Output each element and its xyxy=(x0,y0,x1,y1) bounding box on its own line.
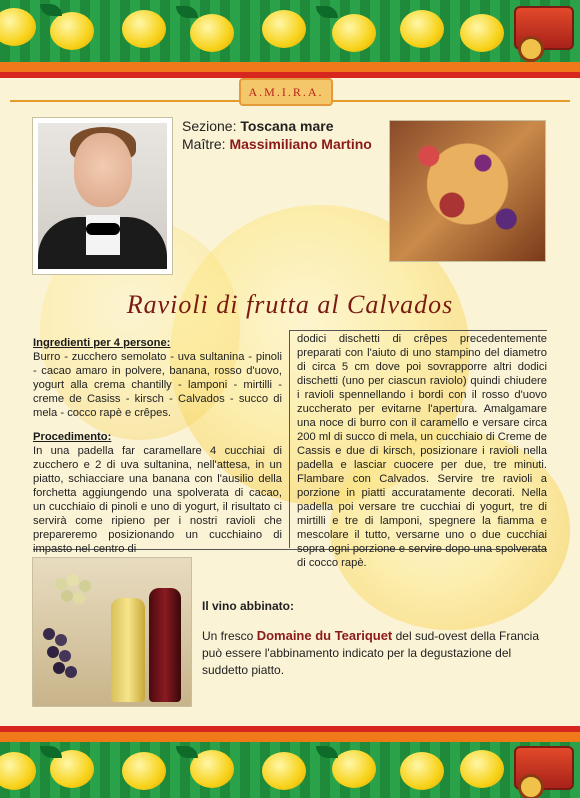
white-wine-bottle xyxy=(111,598,145,702)
section-row xyxy=(182,118,372,134)
leaf-icon xyxy=(40,4,62,16)
grape-icon xyxy=(43,628,55,640)
grape-icon xyxy=(73,592,85,604)
grape-icon xyxy=(67,574,79,586)
recipe-left-column xyxy=(33,336,282,556)
master-label: Maître: xyxy=(182,136,226,152)
orange-band xyxy=(0,62,580,72)
section-label: Sezione: xyxy=(182,118,237,134)
wine-name: Domaine du Teariquet xyxy=(256,628,393,643)
grape-icon xyxy=(59,650,71,662)
chef-photo xyxy=(33,118,172,274)
grape-icon xyxy=(53,662,65,674)
grape-icon xyxy=(65,666,77,678)
grape-icon xyxy=(79,580,91,592)
grape-icon xyxy=(55,634,67,646)
face-shape xyxy=(74,133,132,207)
wine-rest: del sud-ovest della Francia può essere l'abbinamento indicato per la degustazione del suddetto piatto. xyxy=(202,629,540,677)
cart-wheel-icon xyxy=(518,774,544,798)
procedure-text-right: dodici dischetti di crêpes precedentemente preparati con l'aiuto di uno stampino del diametro di circa 5 cm dove poi sovrapporre altri dodici dischetti (uno per ciascun raviolo) quindi chiudere i ravioli spennellando i bordi con il rosso d'uovo zuccherato per evitarne l'apertura. Amalgamare una noce di burro con il caramello e versare circa 200 ml di succo di mela, un cucchiaio di Creme de Cassis e due di kirsch, posizionare i ravioli nella padella e lasciar cuocere per due, tre minuti. Flambare con Calvados. Servire tre ravioli a porzione in piatti accuratamente decorati. Nella padella poi versare tre cucchiai di yogurt, tre di mirtilli e tre di lamponi, spegnere la fiamma e mescolare il tutto, versarne uno o due cucchiai sopra ogni porzione e servire dopo una spolverata di cocco rapè. xyxy=(297,333,547,569)
wine-intro: Un fresco xyxy=(202,629,254,643)
section-value: Toscana mare xyxy=(240,118,334,134)
chef-info xyxy=(182,118,372,154)
column-top-rule xyxy=(289,330,547,331)
lemon-icon xyxy=(0,8,36,46)
orange-band xyxy=(0,732,580,742)
lemon-icon xyxy=(400,10,444,48)
leaf-icon xyxy=(176,746,198,758)
bottom-decorative-strip xyxy=(0,742,580,798)
shirt-shape xyxy=(86,215,120,255)
lemon-icon xyxy=(332,750,376,788)
ingredients-title: Ingredienti per 4 persone: xyxy=(33,337,171,349)
lemon-icon xyxy=(122,10,166,48)
lemon-icon xyxy=(190,14,234,52)
leaf-icon xyxy=(176,6,198,18)
wine-pairing xyxy=(202,598,550,679)
lemon-icon xyxy=(460,14,504,52)
cart-wheel-icon xyxy=(518,36,544,62)
procedure-text-left: In una padella far caramellare 4 cucchiai di zucchero e 2 di uva sultanina, nell'attesa, in un piatto, schiacciare una banana con l'ausilio della forchetta aggiungendo una spolverata di cacao, un cucchiaio di pinoli e uno di yogurt, il risultato ci servirà come ripieno per i nostri ravioli che prepareremo posizionando un cucchiaino di impasto nel centro di xyxy=(33,445,282,555)
top-decorative-strip xyxy=(0,0,580,62)
leaf-icon xyxy=(40,746,62,758)
lemon-icon xyxy=(332,14,376,52)
red-wine-bottle xyxy=(149,588,181,702)
wine-description xyxy=(202,627,550,679)
ingredients-text: Burro - zucchero semolato - uva sultanina - pinoli - cacao amaro in polvere, banana, rosso d'uovo, yogurt alla crema chantilly - lamponi - mirtilli - creme de Casiss - kirsch - Calvados - succo di mela - cocco rapè e crêpes. xyxy=(33,351,282,419)
lemon-icon xyxy=(50,12,94,50)
leaf-icon xyxy=(316,746,338,758)
wine-grapes-photo xyxy=(33,558,191,706)
procedure-title: Procedimento: xyxy=(33,431,112,443)
grape-icon xyxy=(47,646,59,658)
amira-logo: A.M.I.R.A. xyxy=(239,78,333,106)
wine-title: Il vino abbinato: xyxy=(202,599,294,613)
recipe-title: Ravioli di frutta al Calvados xyxy=(126,290,454,319)
grape-icon xyxy=(55,578,67,590)
lemon-icon xyxy=(0,752,36,790)
dessert-photo xyxy=(390,121,545,261)
leaf-icon xyxy=(316,6,338,18)
lemon-icon xyxy=(262,752,306,790)
lemon-icon xyxy=(460,750,504,788)
lemon-icon xyxy=(262,10,306,48)
lemon-icon xyxy=(122,752,166,790)
master-value: Massimiliano Martino xyxy=(229,136,372,152)
master-row xyxy=(182,136,372,152)
lemon-icon xyxy=(400,752,444,790)
column-divider xyxy=(289,330,290,548)
recipe-right-column xyxy=(297,332,547,570)
bow-tie-shape xyxy=(86,223,120,235)
grape-icon xyxy=(61,590,73,602)
